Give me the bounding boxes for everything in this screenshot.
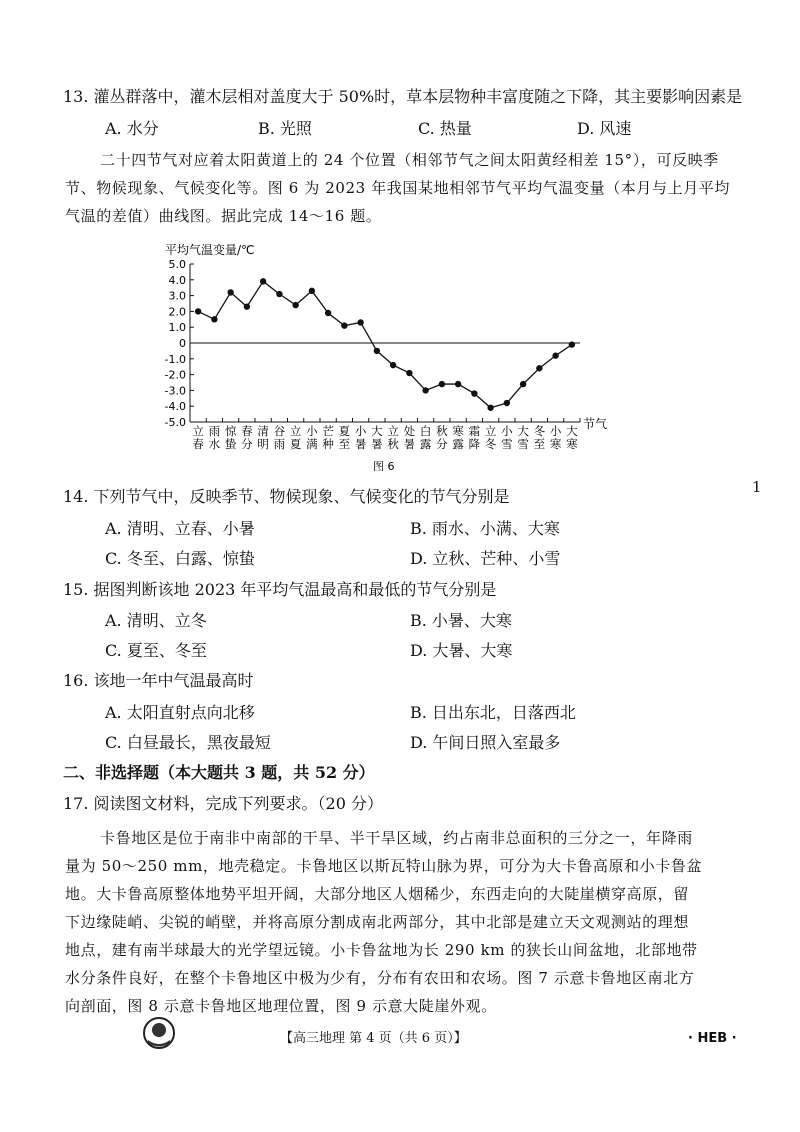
q13-option-b: B. 光照 [258, 119, 312, 138]
data-point [504, 400, 510, 406]
x-tick-label: 大寒 [566, 424, 578, 451]
intro-line-2: 节、物候现象、气候变化等。图 6 为 2023 年我国某地相邻节气平均气温变量（本月与上月平均 [65, 179, 730, 197]
x-tick-label: 立秋 [387, 424, 399, 451]
y-tick-label: 3.0 [168, 289, 186, 303]
data-point [244, 303, 250, 309]
x-tick-label: 雨水 [208, 424, 221, 451]
question-16-stem: 16. 该地一年中气温最高时 [63, 671, 254, 690]
intro-line-1: 二十四节气对应着太阳黄道上的 24 个位置（相邻节气之间太阳黄经相差 15°），可反映季 [100, 151, 719, 169]
publisher-logo-icon [142, 1016, 176, 1050]
chart-ylabel: 平均气温变量/℃ [165, 243, 255, 257]
q16-option-c: C. 白昼最长，黑夜最短 [105, 733, 271, 752]
y-tick-label: 2.0 [168, 305, 186, 319]
q13-option-a: A. 水分 [105, 119, 159, 138]
data-point [357, 319, 363, 325]
margin-mark: 1 [752, 478, 762, 496]
x-tick-label: 小雪 [501, 424, 513, 451]
chart-caption: 图 6 [373, 460, 395, 473]
q13-option-c: C. 热量 [418, 119, 472, 138]
data-point [455, 381, 461, 387]
data-point [406, 370, 412, 376]
data-point [374, 348, 380, 354]
footer-code: · HEB · [688, 1031, 737, 1046]
data-point [292, 302, 298, 308]
x-tick-label: 芒种 [322, 424, 334, 451]
q14-option-b: B. 雨水、小满、大寒 [410, 519, 560, 538]
x-tick-label: 小暑 [354, 424, 367, 451]
q17-line-4: 下边缘陡峭、尖锐的峭壁，并将高原分割成南北两部分，其中北部是建立天文观测站的理想 [65, 913, 690, 931]
figure-6-chart [155, 238, 625, 478]
q16-option-a: A. 太阳直射点向北移 [105, 703, 255, 722]
section-2-title: 二、非选择题（本大题共 3 题，共 52 分） [63, 763, 375, 782]
data-point [552, 352, 558, 358]
q17-line-5: 地点，建有南半球最大的光学望远镜。小卡鲁盆地为长 290 km 的狭长山间盆地，北部地带 [65, 941, 698, 959]
x-tick-label: 大雪 [517, 424, 529, 451]
y-tick-label: -1.0 [164, 352, 186, 366]
y-tick-label: 4.0 [168, 273, 186, 287]
series-line [195, 278, 575, 411]
y-tick-label: -5.0 [164, 416, 186, 429]
x-tick-label: 秋分 [436, 424, 448, 451]
data-point [536, 365, 542, 371]
x-tick-label: 小寒 [549, 424, 562, 451]
data-point [487, 405, 493, 411]
x-tick-label: 冬至 [533, 424, 546, 451]
x-tick-label: 立夏 [289, 424, 302, 451]
data-point [309, 288, 315, 294]
x-tick-label: 夏至 [338, 424, 351, 451]
question-14-stem: 14. 下列节气中，反映季节、物候现象、气候变化的节气分别是 [63, 487, 510, 506]
data-point [422, 387, 428, 393]
x-tick-label: 春分 [241, 424, 253, 451]
x-axis [190, 343, 580, 451]
data-point [227, 289, 233, 295]
x-tick-label: 立春 [192, 424, 204, 451]
y-tick-label: 1.0 [168, 321, 186, 335]
q17-line-7: 向剖面，图 8 示意卡鲁地区地理位置，图 9 示意大陡崖外观。 [65, 997, 497, 1015]
y-tick-label: -3.0 [164, 384, 186, 398]
data-point [341, 322, 347, 328]
q17-line-1: 卡鲁地区是位于南非中南部的干旱、半干旱区域，约占南非总面积的三分之一，年降雨 [100, 829, 693, 847]
data-point [520, 381, 526, 387]
y-tick-label: -4.0 [164, 400, 186, 414]
data-point [211, 316, 217, 322]
q15-option-c: C. 夏至、冬至 [105, 641, 207, 660]
x-tick-label: 大暑 [371, 424, 383, 451]
y-axis [165, 258, 194, 429]
data-point [276, 291, 282, 297]
question-17-stem: 17. 阅读图文材料，完成下列要求。（20 分） [63, 794, 383, 813]
x-tick-label: 白露 [419, 424, 432, 451]
q15-option-d: D. 大暑、大寒 [410, 641, 513, 660]
q13-option-d: D. 风速 [577, 119, 632, 138]
y-tick-label: 5.0 [168, 258, 186, 271]
q14-option-c: C. 冬至、白露、惊蛰 [105, 549, 255, 568]
intro-line-3: 气温的差值）曲线图。据此完成 14～16 题。 [65, 207, 382, 225]
x-tick-label: 清明 [257, 424, 269, 451]
data-point [390, 362, 396, 368]
data-point [325, 310, 331, 316]
q17-line-2: 量为 50～250 mm，地壳稳定。卡鲁地区以斯瓦特山脉为界，可分为大卡鲁高原和小卡鲁盆 [65, 857, 703, 875]
data-point [260, 278, 266, 284]
data-point [439, 381, 445, 387]
q16-option-d: D. 午间日照入室最多 [410, 733, 561, 752]
q15-option-b: B. 小暑、大寒 [410, 611, 512, 630]
x-tick-label: 处暑 [403, 424, 416, 451]
data-point [471, 390, 477, 396]
question-15-stem: 15. 据图判断该地 2023 年平均气温最高和最低的节气分别是 [63, 580, 497, 599]
q14-option-a: A. 清明、立春、小暑 [105, 519, 255, 538]
q17-line-3: 地。大卡鲁高原整体地势平坦开阔，大部分地区人烟稀少，东西走向的大陡崖横穿高原，留 [65, 885, 690, 903]
x-tick-label: 霜降 [468, 424, 481, 451]
data-point [569, 341, 575, 347]
q16-option-b: B. 日出东北，日落西北 [410, 703, 576, 722]
y-tick-label: 0 [179, 337, 186, 350]
x-tick-label: 谷雨 [273, 424, 286, 451]
y-tick-label: -2.0 [164, 368, 186, 382]
q17-line-6: 水分条件良好，在整个卡鲁地区中极为少有，分布有农田和农场。图 7 示意卡鲁地区南北方 [65, 969, 695, 987]
chart-xlabel: 节气 [583, 417, 608, 431]
x-tick-label: 惊蛰 [224, 424, 237, 451]
footer-page-info: 【高三地理 第 4 页（共 6 页）】 [280, 1031, 467, 1046]
data-point [195, 308, 201, 314]
x-tick-label: 小满 [306, 424, 318, 451]
q15-option-a: A. 清明、立冬 [105, 611, 207, 630]
x-tick-label: 寒露 [452, 424, 464, 451]
x-tick-label: 立冬 [484, 424, 497, 451]
series-path [198, 281, 572, 407]
question-13-stem: 13. 灌丛群落中，灌木层相对盖度大于 50%时，草本层物种丰富度随之下降，其主要影响因素是 [63, 87, 743, 106]
q14-option-d: D. 立秋、芒种、小雪 [410, 549, 561, 568]
